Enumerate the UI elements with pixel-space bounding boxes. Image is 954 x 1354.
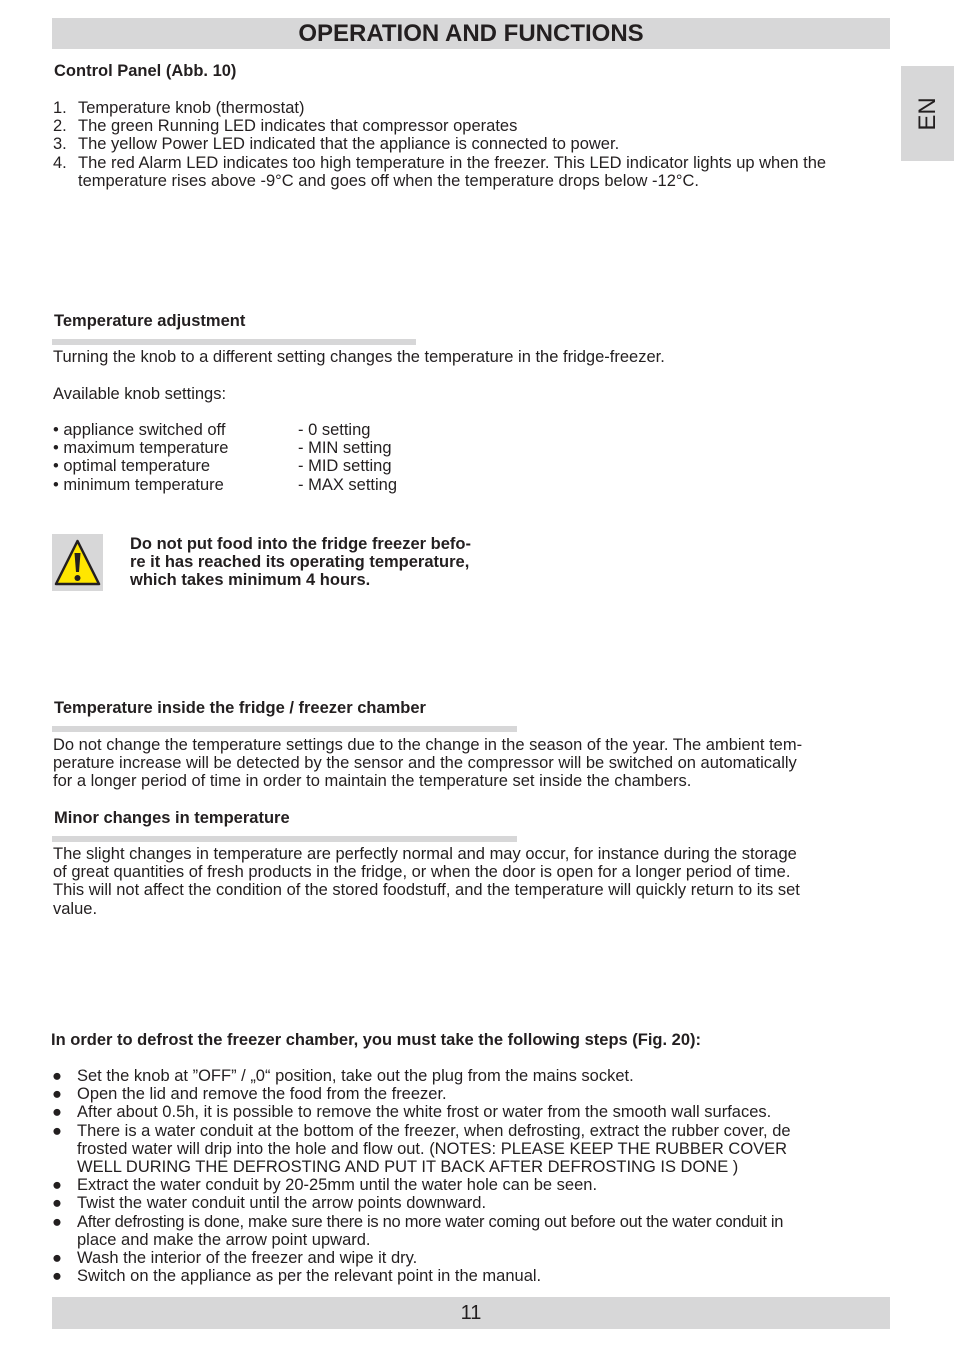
list-item: ● Extract the water conduit by 20-25mm until the water hole can be seen. [52,1176,598,1195]
table-row: • appliance switched off - 0 setting [53,421,371,439]
list-item: 1. Temperature knob (thermostat) [53,99,305,117]
temp-inside-heading: Temperature inside the fridge / freezer chamber [54,699,426,717]
footer-bar [52,1297,890,1329]
temp-inside-paragraph: Do not change the temperature settings due to the change in the season of the year. The ambient tem- perature increase will be detected by the sensor and the compressor will be switched on automatically for a longer period of time in order to maintain the temperature set inside the chambers. [53,736,803,791]
page-title-bar [52,18,890,49]
minor-changes-paragraph: The slight changes in temperature are perfectly normal and may occur, for instance during the storage of great quantities of fresh products in the fridge, or when the door is open for a longer period of time. This will not affect the condition of the stored foodstuff, and the temperature will quickly return to its set value. [53,845,800,918]
control-panel-heading: Control Panel (Abb. 10) [54,62,237,80]
warning-message: Do not put food into the fridge freezer befo- re it has reached its operating temperature, which takes minimum 4 hours. [130,535,471,590]
page-number: 11 [460,1302,482,1324]
list-item: 3. The yellow Power LED indicated that the appliance is connected to power. [53,135,620,154]
language-label: EN [913,96,941,131]
control-panel-list [53,99,883,190]
available-settings-label: Available knob settings: [53,385,227,403]
section-rule [52,836,517,842]
table-row: • maximum temperature - MIN setting [53,439,392,458]
minor-changes-heading: Minor changes in temperature [54,809,290,827]
list-item: ● There is a water conduit at the bottom of the freezer, when defrosting, extract the rubber cover, de frosted water will drip into the hole and flow out. (NOTES: PLEASE KEEP THE RUBBER COVER WELL DURING THE DEFROSTING AND PUT IT BACK AFTER DEFROSTING IS DONE ) [52,1121,791,1177]
section-rule [52,339,416,345]
defrost-heading: In order to defrost the freezer chamber, you must take the following steps (Fig. 20): [51,1031,702,1049]
table-row: • optimal temperature - MID setting [53,457,392,476]
knob-settings-table [53,421,453,494]
list-item: ● Wash the interior of the freezer and wipe it dry. [52,1249,418,1268]
list-item: 2. The green Running LED indicates that compressor operates [53,117,518,136]
list-item: ● Switch on the appliance as per the relevant point in the manual. [52,1267,542,1286]
list-item: ● After defrosting is done, make sure there is no more water coming out before out the water conduit in place and make the arrow point upward. [52,1212,784,1249]
defrost-steps-container [52,1067,892,1285]
temp-adjustment-heading: Temperature adjustment [54,312,246,330]
list-item: 4. The red Alarm LED indicates too high temperature in the freezer. This LED indicator lights up when the temperature rises above -9°C and goes off when the temperature drops below -12°C. [53,153,827,190]
defrost-steps [52,1067,892,1285]
control-panel-list-container [53,99,883,190]
table-row: • minimum temperature - MAX setting [53,475,398,494]
language-tab [901,66,954,161]
temp-adjustment-intro: Turning the knob to a different setting changes the temperature in the fridge-freezer. [53,348,665,366]
list-item: ● Set the knob at ”OFF” / „0“ position, take out the plug from the mains socket. [52,1067,634,1085]
list-item: ● After about 0.5h, it is possible to remove the white frost or water from the smooth wall surfaces. [52,1103,772,1122]
list-item: ● Twist the water conduit until the arrow points downward. [52,1194,487,1213]
section-rule [52,726,517,732]
list-item: ● Open the lid and remove the food from the freezer. [52,1085,447,1104]
warning-icon [52,534,103,591]
page-title: OPERATION AND FUNCTIONS [298,20,644,47]
